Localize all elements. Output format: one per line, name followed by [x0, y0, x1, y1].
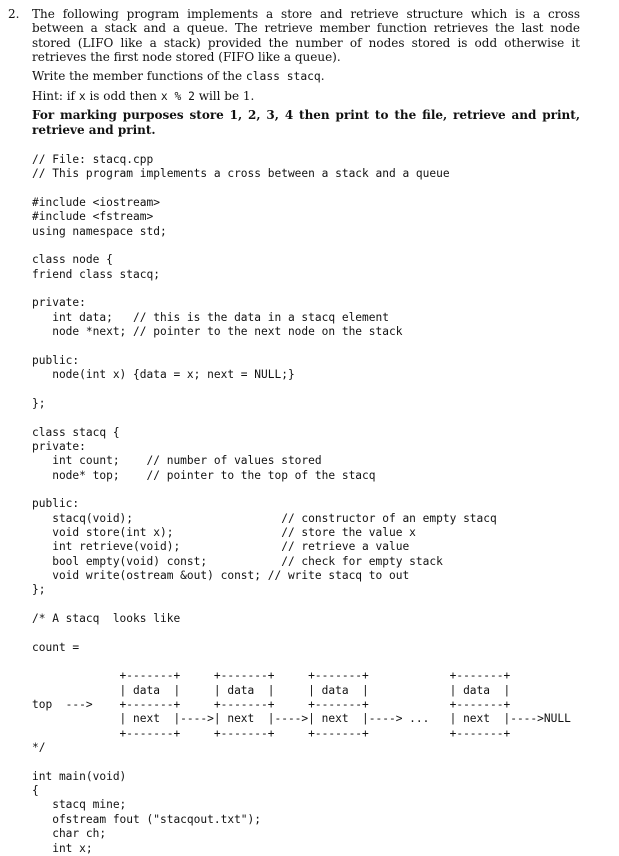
code-line: int x;: [32, 841, 93, 855]
code-line: private:: [32, 439, 86, 453]
code-line: | next |---->| next |---->| next |----> ... | next |---->NULL: [32, 712, 571, 726]
code-line: node(int x) {data = x; next = NULL;}: [32, 368, 295, 382]
code-line: };: [32, 396, 46, 410]
hint: [32, 89, 580, 104]
code-line: node* top; // pointer to the top of the stacq: [32, 468, 376, 482]
code-line: stacq mine;: [32, 798, 127, 812]
code-listing: [32, 153, 571, 856]
code-line: ofstream fout ("stacqout.txt");: [32, 812, 262, 826]
write-instruction: [32, 69, 580, 84]
code-line: int main(void): [32, 769, 127, 783]
code-line: {: [32, 784, 39, 798]
code-line: top ---> +-------+ +-------+ +-------+ +-------+: [32, 698, 511, 712]
code-line: int data; // this is the data in a stacq element: [32, 310, 389, 324]
code-line: using namespace std;: [32, 224, 167, 238]
code-line: int count; // number of values stored: [32, 454, 322, 468]
code-line: stacq(void); // constructor of an empty stacq: [32, 511, 497, 525]
code-line: };: [32, 583, 46, 597]
question-number: 2.: [8, 7, 20, 21]
code-line: // File: stacq.cpp: [32, 153, 154, 166]
code-line: bool empty(void) const; // check for empty stack: [32, 554, 443, 568]
code-line: #include <fstream>: [32, 210, 154, 224]
code-line: public:: [32, 353, 80, 367]
code-line: | data | | data | | data | | data |: [32, 683, 511, 697]
code-line: private:: [32, 296, 86, 310]
hint-middle: is odd then: [85, 89, 161, 103]
code-line: +-------+ +-------+ +-------+ +-------+: [32, 669, 511, 683]
code-line: public:: [32, 497, 80, 511]
code-line: void store(int x); // store the value x: [32, 525, 416, 539]
code-line: class stacq {: [32, 425, 120, 439]
code-line: char ch;: [32, 827, 107, 841]
code-line: // This program implements a cross between a stack and a queue: [32, 167, 450, 181]
hint-prefix: Hint: if: [32, 89, 79, 103]
code-line: void write(ostream &out) const; // write stacq to out: [32, 568, 410, 582]
marking-instruction: For marking purposes store 1, 2, 3, 4 then print to the file, retrieve and print, retrieve and print.: [32, 108, 580, 137]
hint-var: x: [78, 90, 86, 103]
code-line: */: [32, 741, 46, 755]
code-line: int retrieve(void); // retrieve a value: [32, 540, 410, 554]
code-line: #include <iostream>: [32, 196, 160, 210]
question-intro: The following program implements a store and retrieve structure which is a cross between a stack and a queue. The retrieve member function retrieves the last node stored (LIFO like a stack) provided the number of nodes stored is odd otherwise it retrieves the first node stored (FIFO like a queue).: [32, 7, 580, 64]
code-line: node *next; // pointer to the next node on the stack: [32, 325, 403, 339]
hint-suffix: will be 1.: [194, 89, 255, 103]
write-prefix: Write the member functions of the: [32, 69, 246, 83]
code-line: class node {: [32, 253, 113, 267]
code-line: +-------+ +-------+ +-------+ +-------+: [32, 726, 511, 740]
code-line: /* A stacq looks like: [32, 612, 181, 625]
code-line: count =: [32, 640, 80, 654]
write-code: class stacq: [245, 70, 321, 83]
hint-expr: x % 2: [160, 90, 195, 103]
code-line: friend class stacq;: [32, 267, 160, 281]
write-suffix: .: [320, 69, 325, 83]
